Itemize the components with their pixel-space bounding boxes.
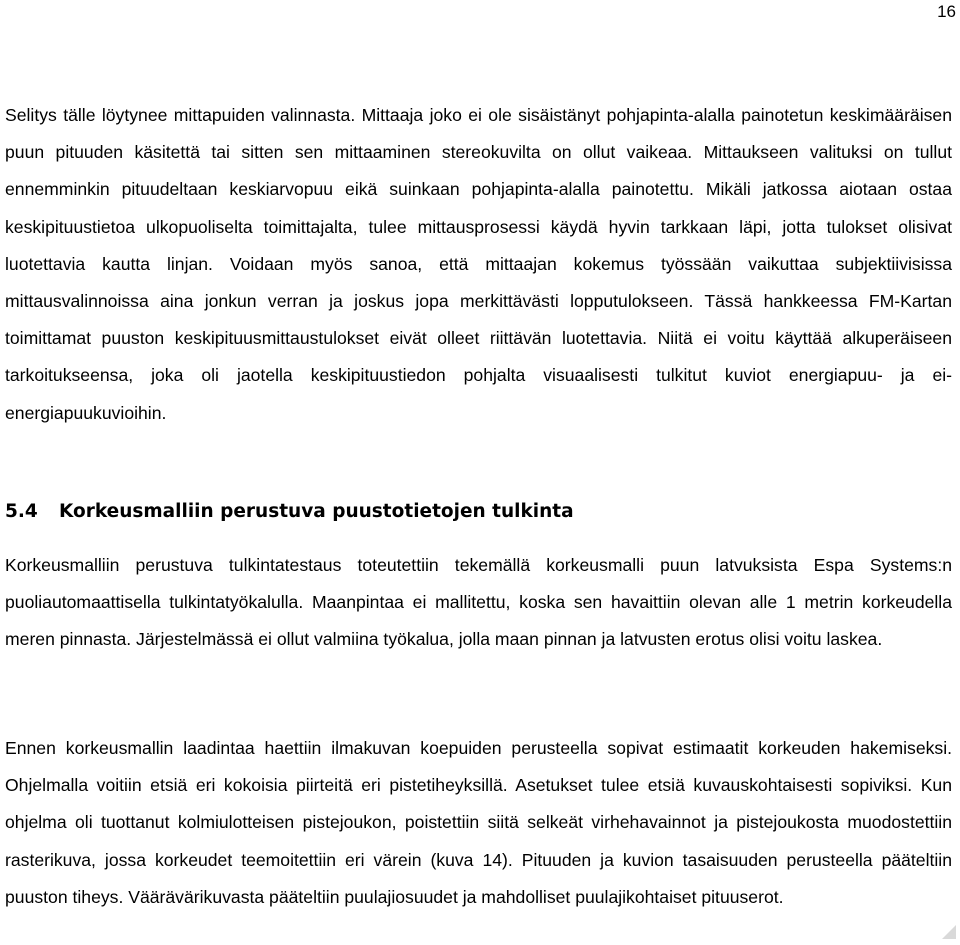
section-heading — [5, 499, 574, 525]
body-paragraph-1: Selitys tälle löytynee mittapuiden valinnasta. Mittaaja joko ei ole sisäistänyt pohjapinta-alalla painotetun keskimääräisen puun pituuden käsitettä tai sitten sen mittaaminen stereokuvilta on ollut vaikeaa. Mittaukseen valituksi on tullut ennemminkin pituudeltaan keskiarvopuu eikä suinkaan pohjapinta-alalla painotettu. Mikäli jatkossa aiotaan ostaa keskipituustietoa ulkopuoliselta toimittajalta, tulee mittausprosessi käydä hyvin tarkkaan läpi, jotta tulokset olisivat luotettavia kautta linjan. Voidaan myös sanoa, että mittaajan kokemus työssään vaikuttaa subjektiivisissa mittausvalinnoissa aina jonkun verran ja joskus jopa merkittävästi lopputulokseen. Tässä hankkeessa FM-Kartan toimittamat puuston keskipituusmittaustulokset eivät olleet riittävän luotettavia. Niitä ei voitu käyttää alkuperäiseen tarkoitukseensa, joka oli jaotella keskipituustiedon pohjalta visuaalisesti tulkitut kuviot energiapuu- ja ei-energiapuukuvioihin. — [5, 105, 952, 423]
section-title: Korkeusmalliin perustuva puustotietojen tulkinta — [59, 501, 574, 522]
page-number: 16 — [937, 2, 956, 21]
body-paragraph-3: Ennen korkeusmallin laadintaa haettiin ilmakuvan koepuiden perusteella sopivat estimaatit korkeuden hakemiseksi. Ohjelmalla voitiin etsiä eri kokoisia piirteitä eri pistetiheyksillä. Asetukset tulee etsiä kuvauskohtaisesti sopiviksi. Kun ohjelma oli tuottanut kolmiulotteisen pistejoukon, poistettiin siitä selkeät virhehavainnot ja pistejoukosta muodostettiin rasterikuva, jossa korkeudet teemoitettiin eri värein (kuva 14). Pituuden ja kuvion tasaisuuden perusteella pääteltiin puuston tiheys. Väärävärikuvasta pääteltiin puulajiosuudet ja mahdolliset puulajikohtaiset pituuserot. — [5, 738, 952, 907]
page-fold-mark — [942, 925, 956, 939]
section-number: 5.4 — [5, 501, 38, 522]
body-paragraph-2: Korkeusmalliin perustuva tulkintatestaus toteutettiin tekemällä korkeusmalli puun latvuksista Espa Systems:n puoliautomaattisella tulkintatyökalulla. Maanpintaa ei mallitettu, koska sen havaittiin olevan alle 1 metrin korkeudella meren pinnasta. Järjestelmässä ei ollut valmiina työkalua, jolla maan pinnan ja latvusten erotus olisi voitu laskea. — [5, 555, 952, 650]
